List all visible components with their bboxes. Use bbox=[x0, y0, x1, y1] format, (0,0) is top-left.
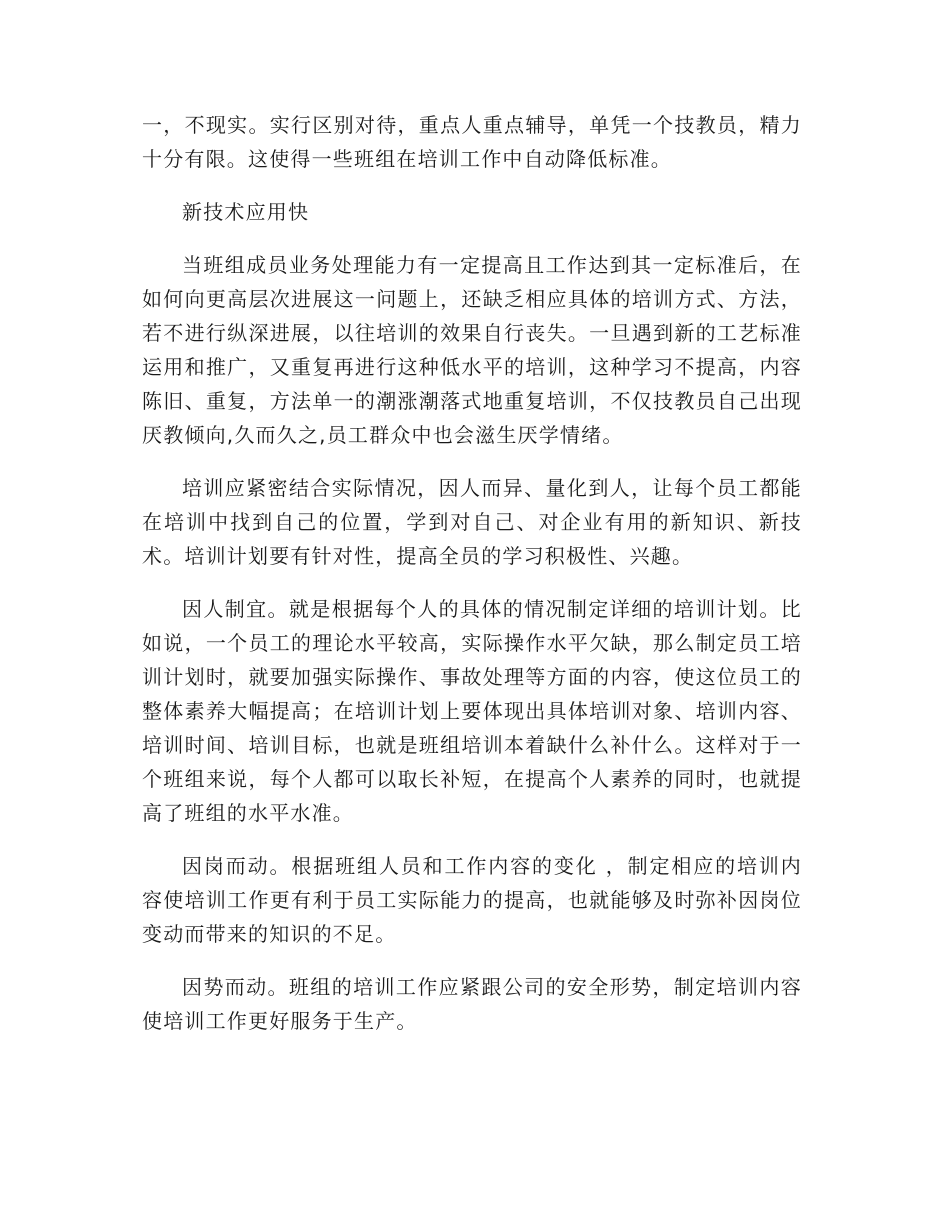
section-heading: 新技术应用快 bbox=[182, 200, 310, 224]
paragraph: 因势而动。班组的培训工作应紧跟公司的安全形势，制定培训内容使培训工作更好服务于生产。 bbox=[142, 975, 802, 1033]
paragraph: 因岗而动。根据班组人员和工作内容的变化 ，制定相应的培训内容使培训工作更有利于员工实际能力的提高，也就能够及时弥补因岗位变动而带来的知识的不足。 bbox=[142, 854, 802, 946]
document-page bbox=[142, 108, 802, 1057]
paragraph: 因人制宜。就是根据每个人的具体的情况制定详细的培训计划。比如说，一个员工的理论水平较高，实际操作水平欠缺，那么制定员工培训计划时，就要加强实际操作、事故处理等方面的内容，使这位员工的整体素养大幅提高；在培训计划上要体现出具体培训对象、培训内容、培训时间、培训目标，也就是班组培训本着缺什么补什么。这样对于一个班组来说，每个人都可以取长补短，在提高个人素养的同时，也就提高了班组的水平水准。 bbox=[142, 597, 802, 825]
paragraph: 当班组成员业务处理能力有一定提高且工作达到其一定标准后，在如何向更高层次进展这一问题上，还缺乏相应具体的培训方式、方法，若不进行纵深进展，以往培训的效果自行丧失。一旦遇到新的工艺标准运用和推广，又重复再进行这种低水平的培训，这种学习不提高，内容陈旧、重复，方法单一的潮涨潮落式地重复培训，不仅技教员自己出现厌教倾向,久而久之,员工群众中也会滋生厌学情绪。 bbox=[142, 253, 802, 447]
paragraph-continuation: 一，不现实。实行区别对待，重点人重点辅导，单凭一个技教员，精力十分有限。这使得一些班组在培训工作中自动降低标准。 bbox=[142, 113, 802, 171]
paragraph: 培训应紧密结合实际情况，因人而异、量化到人，让每个员工都能在培训中找到自己的位置，学到对自己、对企业有用的新知识、新技术。培训计划要有针对性，提高全员的学习积极性、兴趣。 bbox=[142, 476, 802, 568]
